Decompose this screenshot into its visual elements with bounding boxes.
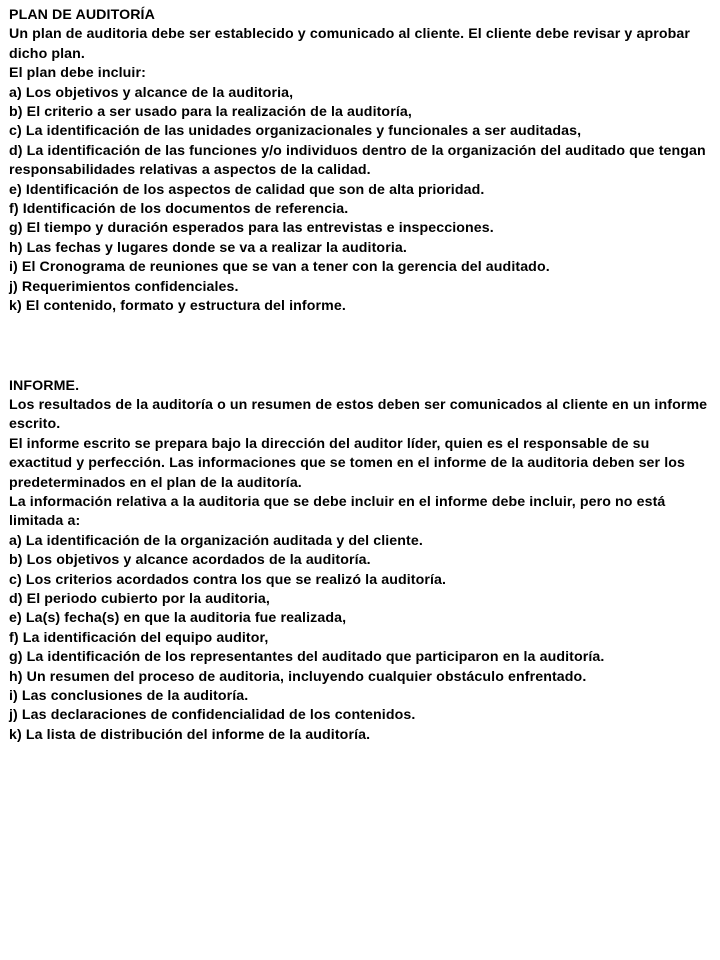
plan-item: b) El criterio a ser usado para la realización de la auditoría, <box>9 104 412 121</box>
plan-item: c) La identificación de las unidades organizacionales y funcionales a ser auditadas, <box>9 123 582 140</box>
plan-lead: El plan debe incluir: <box>9 65 146 82</box>
informe-item: f) La identificación del equipo auditor, <box>9 629 269 646</box>
plan-title: PLAN DE AUDITORÍA <box>9 7 155 23</box>
informe-item: d) El periodo cubierto por la auditoria, <box>9 590 270 607</box>
plan-item: e) Identificación de los aspectos de calidad que son de alta prioridad. <box>9 181 485 198</box>
plan-item: i) El Cronograma de reuniones que se van a tener con la gerencia del auditado. <box>9 259 550 276</box>
plan-item: j) Requerimientos confidenciales. <box>9 278 239 295</box>
plan-item: a) Los objetivos y alcance de la auditoria, <box>9 84 294 101</box>
informe-item: i) Las conclusiones de la auditoría. <box>9 688 249 704</box>
plan-item: d) La identificación de las funciones y/o individuos dentro de la organización del auditado que tengan responsabilidades relativas a aspectos de la calidad. <box>9 142 706 179</box>
informe-item: e) La(s) fecha(s) en que la auditoria fue realizada, <box>9 610 347 627</box>
document-page <box>9 6 711 745</box>
plan-item: k) El contenido, formato y estructura del informe. <box>9 298 346 315</box>
informe-item: k) La lista de distribución del informe de la auditoría. <box>9 726 371 743</box>
informe-section <box>9 377 711 746</box>
informe-item: g) La identificación de los representantes del auditado que participaron en la auditoría. <box>9 649 605 666</box>
informe-item: c) Los criterios acordados contra los que se realizó la auditoría. <box>9 571 447 588</box>
informe-item: a) La identificación de la organización auditada y del cliente. <box>9 532 423 549</box>
informe-paragraph: La información relativa a la auditoria que se debe incluir en el informe debe incluir, pero no está limitada a: <box>9 493 666 530</box>
informe-item: h) Un resumen del proceso de auditoria, incluyendo cualquier obstáculo enfrentado. <box>9 668 587 685</box>
informe-item: j) Las declaraciones de confidencialidad de los contenidos. <box>9 707 416 724</box>
plan-section <box>9 6 711 317</box>
plan-intro: Un plan de auditoria debe ser establecido y comunicado al cliente. El cliente debe revisar y aprobar dicho plan. <box>9 26 690 62</box>
plan-item: h) Las fechas y lugares donde se va a realizar la auditoria. <box>9 239 407 256</box>
informe-title: INFORME. <box>9 377 80 394</box>
informe-paragraph: El informe escrito se prepara bajo la dirección del auditor líder, quien es el responsable de su exactitud y perfección. Las informaciones que se tomen en el informe de la auditoria deben ser los predeterminados en el plan de la auditoría. <box>9 435 686 491</box>
section-spacer <box>9 317 711 377</box>
plan-item: f) Identificación de los documentos de referencia. <box>9 201 349 218</box>
plan-item: g) El tiempo y duración esperados para las entrevistas e inspecciones. <box>9 220 494 237</box>
informe-item: b) Los objetivos y alcance acordados de la auditoría. <box>9 552 371 569</box>
informe-paragraph: Los resultados de la auditoría o un resumen de estos deben ser comunicados al cliente en un informe escrito. <box>9 396 708 433</box>
